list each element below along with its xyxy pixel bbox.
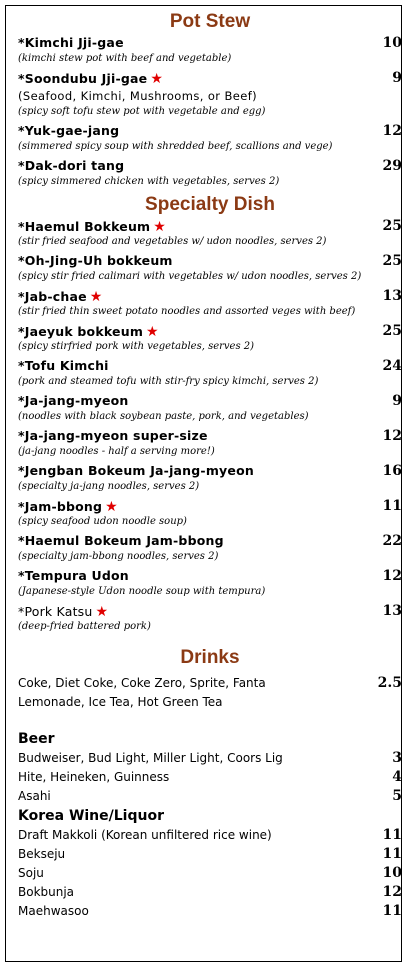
menu-item — [18, 252, 402, 285]
star-icon: ★ — [89, 288, 103, 305]
item-name: *Ja-jang-myeon — [18, 393, 129, 408]
item-name: *Soondubu Jji-gae — [18, 70, 148, 86]
menu-item — [18, 497, 402, 530]
liquor-price: 12 — [382, 884, 402, 900]
star-icon: ★ — [105, 498, 118, 515]
menu-item — [18, 392, 402, 425]
item-price: 10 — [382, 35, 402, 51]
beer-price: 5 — [392, 788, 402, 804]
star-icon: ★ — [153, 218, 166, 235]
section-title-drinks: Drinks — [180, 647, 240, 668]
item-price: 12 — [382, 568, 402, 584]
item-description: (kimchi stew pot with beef and vegetable) — [18, 53, 232, 64]
liquor-row — [18, 845, 402, 864]
item-description: (spicy seafood udon noodle soup) — [18, 516, 187, 527]
item-name: *Oh-Jing-Uh bokkeum — [18, 253, 173, 268]
soft-drinks-price: 2.5 — [377, 675, 402, 691]
soft-drinks-row-2 — [18, 693, 402, 712]
menu-frame — [5, 5, 402, 962]
item-description: (specialty jam-bbong noodles, serves 2) — [18, 551, 219, 562]
liquor-row — [18, 826, 402, 845]
liquor-row — [18, 902, 402, 921]
menu-item — [18, 427, 402, 460]
item-options: (Seafood, Kimchi, Mushrooms, or Beef) — [18, 89, 258, 103]
menu-item — [18, 69, 402, 120]
item-name: *Haemul Bokeum Jam-bbong — [18, 533, 224, 548]
item-description: (deep-fried battered pork) — [18, 621, 151, 632]
item-description: (spicy simmered chicken with vegetables, serves 2) — [18, 176, 280, 187]
star-icon: ★ — [95, 603, 109, 620]
liquor-name: Bekseju — [18, 847, 66, 861]
item-description: (ja-jang noodles - half a serving more!) — [18, 446, 215, 457]
liquor-name: Draft Makkoli (Korean unfiltered rice wine) — [18, 828, 272, 842]
menu-item — [18, 287, 402, 320]
item-price: 11 — [382, 498, 402, 514]
menu-item — [18, 357, 402, 390]
beer-price: 3 — [392, 750, 402, 766]
soft-drinks-line-2: Lemonade, Ice Tea, Hot Green Tea — [18, 695, 223, 709]
item-price: 16 — [382, 463, 402, 479]
item-description: (spicy soft tofu stew pot with vegetable and egg) — [18, 106, 266, 117]
item-name: *Jaeyuk bokkeum — [18, 323, 144, 339]
item-description: (spicy stir fried calimari with vegetables w/ udon noodles, serves 2) — [18, 271, 362, 282]
beer-name: Budweiser, Bud Light, Miller Light, Coors Lig — [18, 751, 283, 765]
item-price: 12 — [382, 428, 402, 444]
korea-wine-heading: Korea Wine/Liquor — [18, 808, 164, 824]
liquor-price: 10 — [382, 865, 402, 881]
beer-name: Asahi — [18, 789, 51, 803]
star-icon: ★ — [150, 70, 163, 87]
menu-item — [18, 157, 402, 190]
menu-item — [18, 602, 402, 635]
item-name: *Kimchi Jji-gae — [18, 35, 124, 50]
beer-row — [18, 787, 402, 806]
menu-item — [18, 462, 402, 495]
item-price: 9 — [392, 70, 402, 86]
beer-name: Hite, Heineken, Guinness — [18, 770, 170, 784]
liquor-row — [18, 883, 402, 902]
soft-drinks-line-1: Coke, Diet Coke, Coke Zero, Sprite, Fanta — [18, 676, 266, 690]
item-name: *Ja-jang-myeon super-size — [18, 428, 208, 443]
liquor-price: 11 — [382, 903, 402, 919]
beer-row — [18, 768, 402, 787]
item-price: 25 — [382, 323, 402, 339]
liquor-name: Bokbunja — [18, 885, 75, 899]
item-name: *Yuk-gae-jang — [18, 123, 120, 138]
item-name: *Pork Katsu — [18, 603, 93, 619]
menu-item — [18, 567, 402, 600]
beer-price: 4 — [392, 769, 402, 785]
item-name: *Haemul Bokkeum — [18, 218, 151, 234]
menu-item — [18, 532, 402, 565]
item-name: *Jab-chae — [18, 288, 87, 304]
liquor-row — [18, 864, 402, 883]
item-name: *Jengban Bokeum Ja-jang-myeon — [18, 463, 254, 478]
star-icon: ★ — [146, 323, 159, 340]
item-description: (pork and steamed tofu with stir-fry spicy kimchi, serves 2) — [18, 376, 319, 387]
item-price: 25 — [382, 218, 402, 234]
liquor-price: 11 — [382, 827, 402, 843]
menu-item — [18, 122, 402, 155]
menu-item — [18, 34, 402, 67]
beer-row — [18, 749, 402, 768]
item-price: 24 — [382, 358, 402, 374]
liquor-name: Maehwasoo — [18, 904, 89, 918]
item-description: (specialty ja-jang noodles, serves 2) — [18, 481, 200, 492]
item-name: *Dak-dori tang — [18, 158, 125, 173]
beer-heading: Beer — [18, 731, 55, 747]
item-price: 29 — [382, 158, 402, 174]
item-description: (stir fried seafood and vegetables w/ udon noodles, serves 2) — [18, 236, 327, 247]
item-price: 22 — [382, 533, 402, 549]
item-name: *Tofu Kimchi — [18, 358, 109, 373]
item-price: 13 — [382, 288, 402, 304]
item-description: (simmered spicy soup with shredded beef, scallions and vege) — [18, 141, 333, 152]
item-price: 13 — [382, 603, 402, 619]
menu-item — [18, 217, 402, 250]
item-name: *Jam-bbong — [18, 498, 103, 514]
item-description: (spicy stirfried pork with vegetables, serves 2) — [18, 341, 255, 352]
section-title-specialty-dish: Specialty Dish — [145, 194, 275, 215]
liquor-price: 11 — [382, 846, 402, 862]
liquor-name: Soju — [18, 866, 44, 880]
item-name: *Tempura Udon — [18, 568, 129, 583]
menu-content — [18, 9, 402, 921]
soft-drinks-row — [18, 674, 402, 693]
section-title-pot-stew: Pot Stew — [169, 11, 251, 32]
item-price: 25 — [382, 253, 402, 269]
item-description: (stir fried thin sweet potato noodles and assorted veges with beef) — [18, 306, 356, 317]
item-description: (Japanese-style Udon noodle soup with tempura) — [18, 586, 266, 597]
item-price: 12 — [382, 123, 402, 139]
item-description: (noodles with black soybean paste, pork, and vegetables) — [18, 411, 309, 422]
menu-item — [18, 322, 402, 355]
item-price: 9 — [392, 393, 402, 409]
